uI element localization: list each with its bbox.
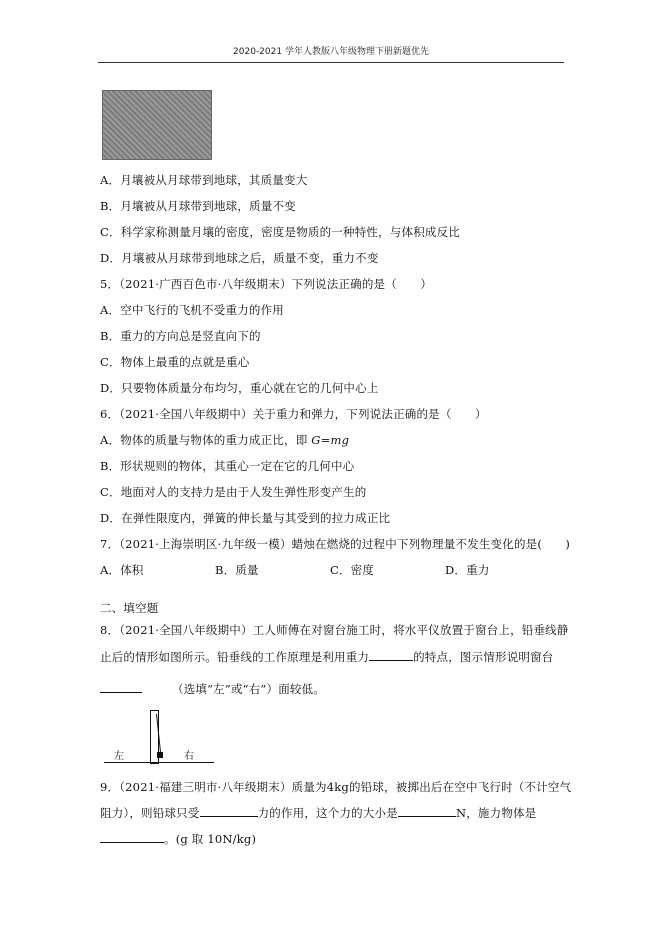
q9-text-3: N，施力物体是 <box>455 806 537 820</box>
sill-line <box>104 762 214 763</box>
answer-blank-2 <box>100 682 142 693</box>
question-7-options <box>100 563 490 577</box>
answer-blank-5 <box>100 832 164 843</box>
option-d-q7: D．重力 <box>445 563 490 577</box>
header-divider <box>98 62 564 63</box>
left-label: 左 <box>114 751 124 762</box>
moon-soil-photo <box>102 90 212 160</box>
option-a-q6-text: A．物体的质量与物体的重力成正比，即 <box>100 433 312 447</box>
option-b-q7: B．质量 <box>215 563 259 577</box>
question-9: 9．（2021·福建三明市·八年级期末）质量为4kg的铅球，被掷出后在空中飞行时（不计空气 <box>100 780 572 794</box>
option-c-q5: C．物体上最重的点就是重心 <box>100 355 250 369</box>
question-8-line3 <box>100 682 325 696</box>
formula: G=mg <box>311 433 350 447</box>
plumb-level-figure <box>104 708 214 766</box>
question-9-line3 <box>100 832 256 846</box>
option-a-q5: A．空中飞行的飞机不受重力的作用 <box>100 303 285 317</box>
option-b-q5: B．重力的方向总是竖直向下的 <box>100 329 261 343</box>
option-a-q4: A．月壤被从月球带到地球，其质量变大 <box>100 173 308 187</box>
question-6: 6．（2021·全国八年级期中）关于重力和弹力，下列说法正确的是（ ） <box>100 407 487 421</box>
option-d-q4: D．月壤被从月球带到地球之后，质量不变，重力不变 <box>100 251 379 265</box>
option-b-q4: B．月壤被从月球带到地球，质量不变 <box>100 199 296 213</box>
plumb-bob <box>157 752 163 758</box>
answer-blank-1 <box>369 650 413 661</box>
question-7: 7．（2021·上海崇明区·九年级一模）蜡烛在燃烧的过程中下列物理量不发生变化的是( ) <box>100 537 571 551</box>
q9-text-2: 力的作用，这个力的大小是 <box>257 806 398 820</box>
question-5: 5．（2021·广西百色市·八年级期末）下列说法正确的是（ ） <box>100 277 433 291</box>
page-header: 2020-2021 学年人教版八年级物理下册新题优先 <box>233 47 429 57</box>
q9-text-4: 。(g 取 10N/kg) <box>164 832 257 846</box>
section-heading: 二、填空题 <box>100 601 159 615</box>
option-d-q5: D．只要物体质量分布均匀，重心就在它的几何中心上 <box>100 381 379 395</box>
q8-text-3: （选填“左”或“右”）面较低。 <box>172 682 326 696</box>
option-a-q6 <box>100 433 349 447</box>
right-label: 右 <box>184 751 194 762</box>
question-8: 8．（2021·全国八年级期中）工人师傅在对窗台施工时，将水平仪放置于窗台上，铅垂线静 <box>100 623 569 637</box>
q8-text-1: 止后的情形如图所示。铅垂线的工作原理是利用重力 <box>100 650 370 664</box>
option-c-q4: C．科学家称测量月壤的密度，密度是物质的一种特性，与体积成反比 <box>100 225 460 239</box>
option-c-q7: C．密度 <box>330 563 375 577</box>
option-c-q6: C．地面对人的支持力是由于人发生弹性形变产生的 <box>100 485 367 499</box>
option-d-q6: D．在弹性限度内，弹簧的伸长量与其受到的拉力成正比 <box>100 511 391 525</box>
question-8-line2 <box>100 650 554 664</box>
question-9-line2 <box>100 806 536 820</box>
q8-text-2: 的特点，图示情形说明窗台 <box>413 650 554 664</box>
option-b-q6: B．形状规则的物体，其重心一定在它的几何中心 <box>100 459 355 473</box>
q9-text-1: 阻力），则铅球只受 <box>100 806 200 820</box>
option-a-q7: A．体积 <box>100 563 144 577</box>
answer-blank-4 <box>398 806 456 817</box>
answer-blank-3 <box>200 806 258 817</box>
